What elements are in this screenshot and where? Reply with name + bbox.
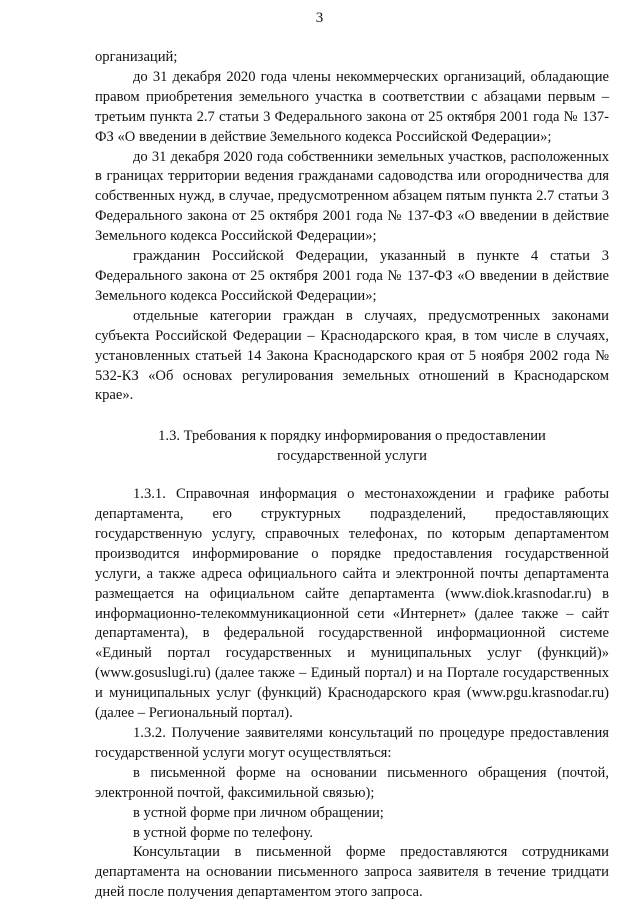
paragraph-written-consultations: Консультации в письменной форме предоставляются сотрудниками департамента на основании письменного запроса заявителя в течение тридцати дней после получения департаментом этого запроса. <box>95 844 609 901</box>
paragraph-nonprofit-members: до 31 декабря 2020 года члены некоммерческих организаций, обладающие правом приобретения земельного участка в соответствии с абзацами первым – третьим пункта 2.7 статьи 3 Федерального закона от 25 октября 2001 года № 137-ФЗ «О введении в действие Земельного кодекса Российской Федерации»; <box>95 68 609 145</box>
paragraph-land-owners: до 31 декабря 2020 года собственники земельных участков, расположенных в границах территории ведения гражданами садоводства или огородничества для собственных нужд, в случае, предусмотренном абзацем пятым пункта 2.7 статьи 3 Федерального закона от 25 октября 2001 года № 137-ФЗ «О введении в действие Земельного кодекса Российской Федерации»; <box>95 148 609 245</box>
document-body <box>95 48 609 903</box>
paragraph-reference-info: 1.3.1. Справочная информация о местонахождении и графике работы департамента, его структурных подразделений, предоставляющих государственную услугу, справочных телефонах, по которым департаментом производится информирование о порядке предоставления государственной услуги, а также адреса официального сайта и электронной почты департамента размещается на официальном сайте департамента (www.diok.krasnodar.ru) в информационно-телекоммуникационной сети «Интернет» (далее также – сайт департамента), в федеральной государственной информационной системе «Единый портал государственных и муниципальных услуг (функций)» (www.gosuslugi.ru) (далее также – Единый портал) и на Портале государственных и муниципальных услуг (функций) Краснодарского края (www.pgu.krasnodar.ru) (далее – Региональный портал). <box>95 486 609 722</box>
list-item-oral-in-person: в устной форме при личном обращении; <box>133 804 384 821</box>
section-heading: 1.3. Требования к порядку информирования о предоставлении государственной услуги <box>158 428 546 465</box>
list-item-written-form: в письменной форме на основании письменного обращения (почтой, электронной почтой, факсимильной связью); <box>95 764 609 801</box>
paragraph-continuation: организаций; <box>95 49 178 65</box>
paragraph-citizen: гражданин Российской Федерации, указанный в пункте 4 статьи 3 Федерального закона от 25 октября 2001 года № 137-ФЗ «О введении в действие Земельного кодекса Российской Федерации»; <box>95 248 609 304</box>
paragraph-special-categories: отдельные категории граждан в случаях, предусмотренных законами субъекта Российской Федерации – Краснодарского края, в том числе в случаях, установленных статьей 14 Закона Краснодарского края от 5 ноября 2002 года № 532-КЗ «Об основах регулирования земельных отношений в Краснодарском крае». <box>95 307 609 404</box>
page-number: 3 <box>315 10 324 26</box>
paragraph-consultations: 1.3.2. Получение заявителями консультаций по процедуре предоставления государственной услуги могут осуществляться: <box>95 725 609 761</box>
list-item-oral-phone: в устной форме по телефону. <box>133 824 314 841</box>
